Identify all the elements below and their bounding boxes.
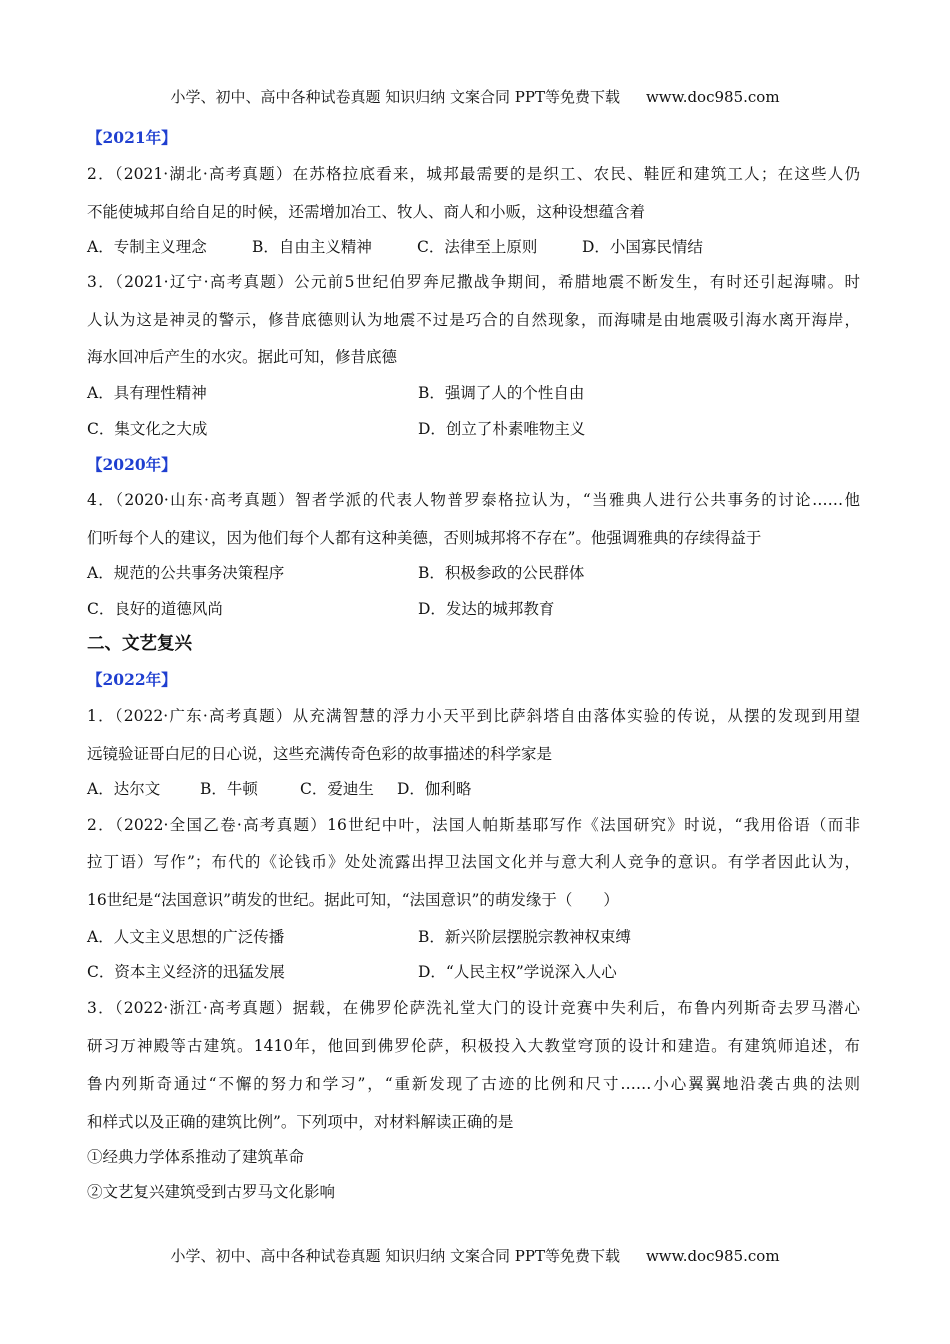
answer-option: A．人文主义思想的广泛传播 xyxy=(87,928,285,946)
page-header xyxy=(0,87,950,107)
answer-option: A．达尔文 xyxy=(87,780,161,798)
question-text-line: ②文艺复兴建筑受到古罗马文化影响 xyxy=(87,1183,336,1201)
answer-option: C．资本主义经济的迅猛发展 xyxy=(87,963,285,981)
question-text-line: 海水回冲后产生的水灾。据此可知，修昔底德 xyxy=(87,348,398,366)
answer-option: D．伽利略 xyxy=(397,780,472,798)
question-text-line: 2．（2021·湖北·高考真题）在苏格拉底看来，城邦最需要的是织工、农民、鞋匠和建筑工人；在这些人仍 xyxy=(87,165,860,183)
question-text-line: 4．（2020·山东·高考真题）智者学派的代表人物普罗泰格拉认为，“当雅典人进行公共事务的讨论……他 xyxy=(87,491,860,509)
question-text-line: 们听每个人的建议，因为他们每个人都有这种美德，否则城邦将不存在”。他强调雅典的存续得益于 xyxy=(87,529,762,547)
answer-option: C．爱迪生 xyxy=(300,780,374,798)
question-text-line: 研习万神殿等古建筑。1410年，他回到佛罗伦萨，积极投入大教堂穹顶的设计和建造。有建筑师追述，布 xyxy=(87,1037,860,1055)
answer-option: B．积极参政的公民群体 xyxy=(418,564,585,582)
answer-option: C．法律至上原则 xyxy=(417,238,538,256)
page-footer xyxy=(0,1246,950,1266)
footer-url: www.doc985.com xyxy=(645,1247,780,1265)
header-url: www.doc985.com xyxy=(645,88,780,106)
question-text-line: ①经典力学体系推动了建筑革命 xyxy=(87,1148,305,1166)
question-text-line: 2．（2022·全国乙卷·高考真题）16世纪中叶，法国人帕斯基耶写作《法国研究》时说，“我用俗语（而非 xyxy=(87,816,860,834)
answer-option: D．创立了朴素唯物主义 xyxy=(418,420,586,438)
answer-option: A．具有理性精神 xyxy=(87,384,207,402)
answer-option: C．良好的道德风尚 xyxy=(87,600,223,618)
footer-text: 小学、初中、高中各种试卷真题 知识归纳 文案合同 PPT等免费下载 xyxy=(170,1247,620,1265)
answer-option: D．发达的城邦教育 xyxy=(418,600,555,618)
header-text: 小学、初中、高中各种试卷真题 知识归纳 文案合同 PPT等免费下载 xyxy=(170,88,620,106)
question-text-line: 3．（2022·浙江·高考真题）据载，在佛罗伦萨洗礼堂大门的设计竞赛中失利后，布鲁内列斯奇去罗马潜心 xyxy=(87,999,860,1017)
question-text-line: 不能使城邦自给自足的时候，还需增加冶工、牧人、商人和小贩，这种设想蕴含着 xyxy=(87,203,646,221)
answer-option: C．集文化之大成 xyxy=(87,420,208,438)
answer-option: B．新兴阶层摆脱宗教神权束缚 xyxy=(418,928,631,946)
answer-option: B．强调了人的个性自由 xyxy=(418,384,585,402)
year-heading: 【2021年】 xyxy=(87,128,177,147)
answer-option: D．小国寡民情结 xyxy=(582,238,703,256)
answer-option: A．规范的公共事务决策程序 xyxy=(87,564,285,582)
section-heading: 二、文艺复兴 xyxy=(87,634,192,654)
question-text-line: 远镜验证哥白尼的日心说，这些充满传奇色彩的故事描述的科学家是 xyxy=(87,745,553,763)
question-text-line: 3．（2021·辽宁·高考真题）公元前5世纪伯罗奔尼撒战争期间，希腊地震不断发生，有时还引起海啸。时 xyxy=(87,273,860,291)
answer-option: D．“人民主权”学说深入人心 xyxy=(418,963,617,981)
question-text-line: 16世纪是“法国意识”萌发的世纪。据此可知，“法国意识”的萌发缘于（ ） xyxy=(87,891,619,909)
question-text-line: 1．（2022·广东·高考真题）从充满智慧的浮力小天平到比萨斜塔自由落体实验的传说，从摆的发现到用望 xyxy=(87,707,860,725)
question-text-line: 和样式以及正确的建筑比例”。下列项中，对材料解读正确的是 xyxy=(87,1113,514,1131)
year-heading: 【2022年】 xyxy=(87,670,177,689)
answer-option: B．自由主义精神 xyxy=(252,238,372,256)
answer-option: A．专制主义理念 xyxy=(87,238,207,256)
question-text-line: 人认为这是神灵的警示，修昔底德则认为地震不过是巧合的自然现象，而海啸是由地震吸引海水离开海岸， xyxy=(87,311,860,329)
answer-option: B．牛顿 xyxy=(200,780,258,798)
question-text-line: 拉丁语）写作”；布代的《论钱币》处处流露出捍卫法国文化并与意大利人竞争的意识。有学者因此认为， xyxy=(87,853,860,871)
question-text-line: 鲁内列斯奇通过“不懈的努力和学习”，“重新发现了古迹的比例和尺寸……小心翼翼地沿袭古典的法则 xyxy=(87,1075,860,1093)
year-heading: 【2020年】 xyxy=(87,455,177,474)
